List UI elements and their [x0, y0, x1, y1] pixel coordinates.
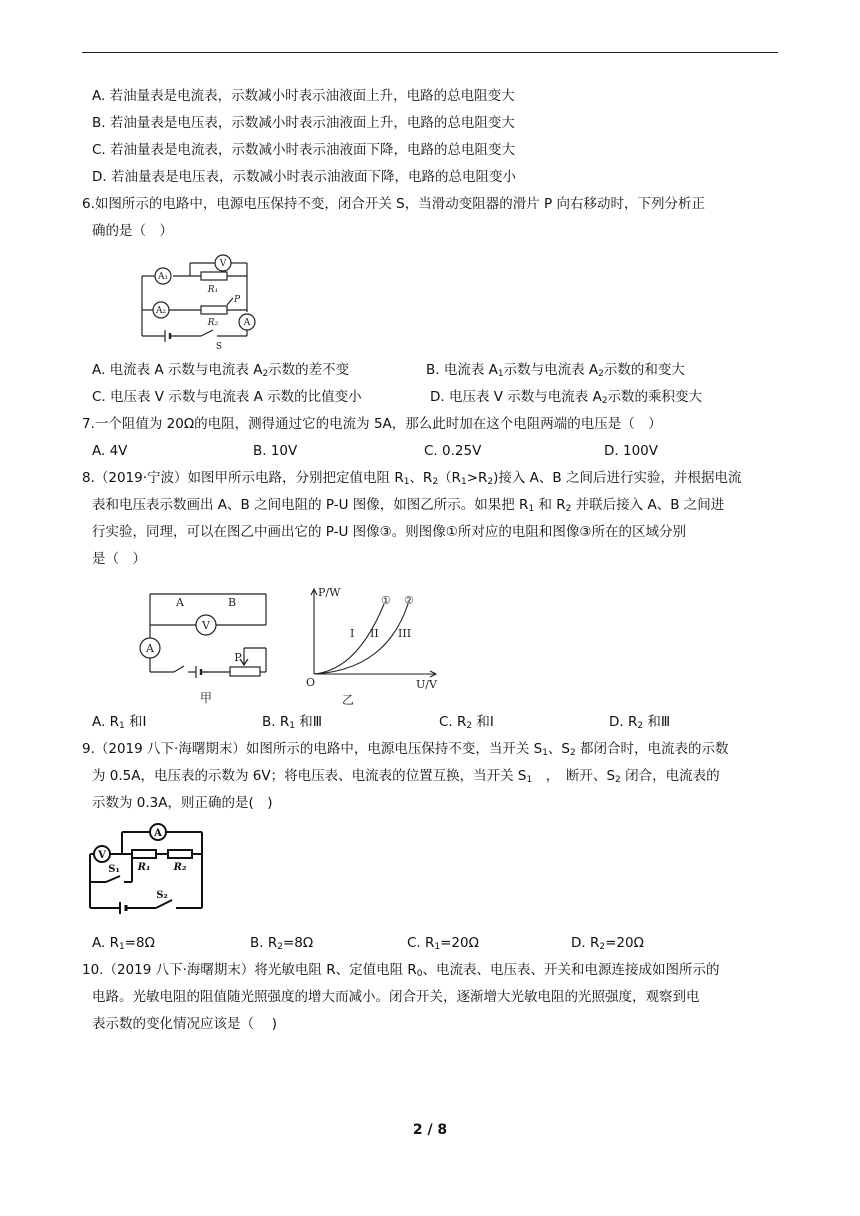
q9-voltmeter-label: V: [98, 850, 106, 861]
q6-option-d: D. 电压表 V 示数与电流表 $A_2$示数的乘积变大: [430, 389, 703, 406]
q10-stem-line2: 电路。光敏电阻的阻值随光照强度的增大而减小。闭合开关，逐渐增大光敏电阻的光照强度，观察到电: [92, 989, 700, 1005]
q6-r2-label: R₂: [207, 318, 219, 328]
q8-jia-b-label: B: [227, 596, 237, 609]
q6-ammeter-a2-label: A₂: [155, 306, 167, 316]
q8-jia-a-label: A: [176, 596, 184, 609]
q7-stem: 7.一个阻值为 20Ω的电阻，测得通过它的电流为 5A，那么此时加在这个电阻两端的电压是（ ）: [82, 416, 662, 432]
q8-jia-p-label: P: [234, 651, 242, 664]
q8-jia-voltmeter-label: V: [202, 619, 210, 632]
q6-option-a: A. 电流表 A 示数与电流表 $A_2$示数的差不变: [92, 362, 350, 379]
q8-yi-region2-label: II: [370, 627, 379, 640]
q8-jia-ammeter-label: A: [146, 642, 154, 655]
q9-option-d: D. $R_2=20\Omega$: [571, 935, 644, 952]
q5-option-b: B. 若油量表是电压表，示数减小时表示油液面上升，电路的总电阻变大: [92, 115, 515, 131]
q8-figure-yi-graph: [302, 582, 452, 708]
q9-stem-line3: 示数为 0.3A，则正确的是( ): [92, 795, 273, 811]
q9-stem-line2: 为 0.5A，电压表的示数为 6V；将电压表、电流表的位置互换，当开关 $S_1$ ， 断开、$S_2$ 闭合，电流表的: [92, 768, 720, 785]
q6-stem-line1: 6.如图所示的电路中，电源电压保持不变，闭合开关 S，当滑动变阻器的滑片 P 向右移动时，下列分析正: [82, 196, 705, 212]
q9-s2-label: S₂: [156, 890, 168, 901]
q7-option-b: B. 10V: [253, 443, 298, 459]
q8-stem-line1: 8.（2019·宁波）如图甲所示电路，分别把定值电阻 $R_1$、$R_2(R_1>R_2)$接入 A、B 之间后进行实验，并根据电流: [82, 470, 742, 487]
q5-option-a: A. 若油量表是电流表，示数减小时表示油液面上升，电路的总电阻变大: [92, 88, 515, 104]
q9-s1-label: S₁: [108, 864, 120, 875]
q6-s-label: S: [215, 342, 223, 350]
q9-option-b: B. $R_2=8\Omega$: [250, 935, 314, 952]
q8-stem-line2: 表和电压表示数画出 A、B 之间电阻的 P-U 图像，如图乙所示。如果把 $R_1$ 和 $R_2$ 并联后接入 A、B 之间进: [92, 497, 725, 514]
q5-option-d: D. 若油量表是电压表，示数减小时表示油液面下降，电路的总电阻变小: [92, 169, 516, 185]
q9-stem-line1: 9.（2019 八下·海曙期末）如图所示的电路中，电源电压保持不变，当开关 $S_1$、$S_2$ 都闭合时，电流表的示数: [82, 741, 729, 758]
q8-yi-xaxis-label: U/V: [416, 678, 437, 691]
q9-option-c: C. $R_1=20\Omega$: [407, 935, 479, 952]
q9-r2-label: R₂: [173, 862, 187, 873]
q8-stem-line3: 行实验，同理，可以在图乙中画出它的 P-U 图像③。则图像①所对应的电阻和图像③所在的区域分别: [92, 524, 686, 540]
q7-option-d: D. 100V: [604, 443, 658, 459]
q6-p-label: P: [233, 295, 241, 305]
q7-option-a: A. 4V: [92, 443, 128, 459]
q6-option-c: C. 电压表 V 示数与电流表 A 示数的比值变小: [92, 389, 362, 405]
q8-yi-curve2-label: ②: [404, 594, 414, 607]
q8-figure-jia-circuit: [130, 588, 280, 708]
q6-voltmeter-label: V: [219, 259, 227, 269]
q8-option-c: C. $R_2$ 和Ⅰ: [439, 714, 494, 731]
q9-r1-label: R₁: [137, 862, 151, 873]
q7-option-c: C. 0.25V: [424, 443, 482, 459]
q8-yi-region3-label: III: [398, 627, 412, 640]
q8-yi-caption: 乙: [341, 693, 355, 707]
q10-stem-line1: 10.（2019 八下·海曙期末）将光敏电阻 R、定值电阻 $R_0$、电流表、电压表、开关和电源连接成如图所示的: [82, 962, 720, 979]
q8-yi-curve1-label: ①: [381, 594, 391, 607]
q8-jia-caption: 甲: [199, 691, 213, 705]
page-number: 2 / 8: [412, 1122, 448, 1138]
q5-option-c: C. 若油量表是电流表，示数减小时表示油液面下降，电路的总电阻变大: [92, 142, 516, 158]
q8-option-b: B. $R_1$ 和Ⅲ: [262, 714, 323, 731]
q8-yi-region1-label: I: [350, 627, 355, 640]
header-rule: [82, 52, 778, 53]
q10-stem-line3: 表示数的变化情况应该是（ ): [92, 1016, 278, 1032]
q8-stem-line4: 是（ ）: [92, 551, 146, 567]
q8-yi-yaxis-label: P/W: [318, 586, 341, 599]
q6-circuit-figure: [135, 250, 265, 350]
q6-ammeter-a-label: A: [243, 318, 251, 328]
q8-option-d: D. $R_2$ 和Ⅲ: [609, 714, 671, 731]
q6-option-b: B. 电流表 $A_1$示数与电流表 $A_2$示数的和变大: [426, 362, 685, 379]
q8-option-a: A. $R_1$ 和Ⅰ: [92, 714, 147, 731]
q8-yi-origin-label: O: [306, 676, 316, 689]
q6-ammeter-a1-label: A₁: [157, 272, 169, 282]
q9-ammeter-label: A: [154, 828, 162, 839]
q9-option-a: A. $R_1=8\Omega$: [92, 935, 155, 952]
q9-circuit-figure: [84, 822, 214, 918]
q6-stem-line2: 确的是（ ）: [92, 223, 173, 239]
q6-r1-label: R₁: [207, 285, 219, 295]
